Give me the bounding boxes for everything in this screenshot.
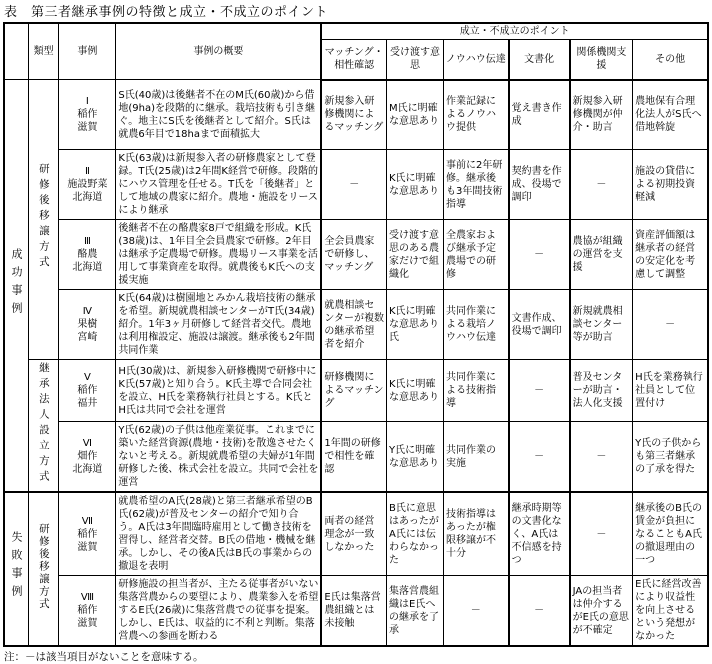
point-documentation: － [509,576,570,647]
point-intent: K氏に明確な意思あり氏 [387,290,444,360]
point-knowhow: 共同作業による栽培ノウハウ伝達 [443,290,508,360]
overview-cell: S氏(40歳)は後継者不在のM氏(60歳)から借地(9ha)を段階的に継承。栽培技術も引き継ぐ。地主にS氏を後継者として紹介。S氏は就農6年目で18haまで面積拡大 [116,80,322,150]
point-other: H氏を業務執行社員として位置付け [633,360,708,422]
point-documentation: 契約書を作成、役場で調印 [509,150,570,220]
point-matching: 全会員農家で研修し、マッチング [321,220,386,290]
overview-cell: Y氏(62歳)の子供は他産業従事。これまでに築いた経営資源(農地・技術)を散逸させたくないと考える。新規就農希望の夫婦が1年間研修した後、株式会社を設立。共同で会社を運営 [116,422,322,493]
point-other: E氏に経営改善により収益性を向上させるという発想がなかった [633,576,708,647]
col-header-knowhow: ノウハウ伝達 [443,40,508,80]
point-other: － [633,290,708,360]
point-knowhow: 共同作業による技術指導 [443,360,508,422]
point-documentation: 継承時期等の文書化なく、A氏は不信感を持つ [509,492,570,576]
point-documentation: 文書作成、役場で調印 [509,290,570,360]
point-matching: － [321,150,386,220]
col-header-agency-support: 関係機関支援 [570,40,633,80]
point-agency-support: － [570,422,633,493]
case-cell: Ⅵ 畑作 北海道 [59,422,116,493]
table-row-case6 [4,422,708,493]
point-knowhow: 技術指導はあったが権限移譲が不十分 [443,492,508,576]
case-cell: Ⅴ 稲作 福井 [59,360,116,422]
point-other: 継承後のB氏の賃金が負担になることもA氏の撤退理由の一つ [633,492,708,576]
point-intent: K氏に明確な意思あり [387,360,444,422]
point-matching: 新規参入研修機関によるマッチング [321,80,386,150]
point-intent: B氏に意思はあったがA氏には伝わらなかった [387,492,444,576]
col-header-other: その他 [633,40,708,80]
point-knowhow: 全農家および継承予定農場での研修 [443,220,508,290]
case-cell: Ⅶ 稲作 滋賀 [59,492,116,576]
table-row-case7 [4,492,708,576]
case-cell: Ⅲ 酪農 北海道 [59,220,116,290]
point-matching: E氏は集落営農組織とは未接触 [321,576,386,647]
type-label-training-then-transfer: 研修後移譲方式 [28,80,59,360]
page-title: 表 第三者継承事例の特徴と成立・不成立のポイント [4,5,329,20]
point-agency-support: 農協が組織の運営を支援 [570,220,633,290]
point-matching: 就農相談センターが複数の継承希望者を紹介 [321,290,386,360]
case-cell: Ⅱ 施設野菜 北海道 [59,150,116,220]
table-row-case5 [4,360,708,422]
overview-cell: 後継者不在の酪農家8戸で組織を形成。K氏(38歳)は、1年目全会員農家で研修。2年目は継承予定農場で研修。農場リース事業を活用して事業資産を取得。就農後もK氏への支援実施 [116,220,322,290]
point-intent: M氏に明確な意思あり [387,80,444,150]
point-knowhow: 共同作業の実施 [443,422,508,493]
overview-cell: 研修施設の担当者が、主たる従事者がいない集落営農からの要望により、農業参入を希望するE氏(26歳)に集落営農での従事を提案。しかし、E氏は、収益的に不利と判断。集落営農への参画を断わる [116,576,322,647]
col-header-matching: マッチング・相性確認 [321,40,386,80]
point-knowhow: 事前に2年研修。継承後も3年間技術指導 [443,150,508,220]
point-agency-support: 新規就農相談センター等が助言 [570,290,633,360]
point-matching: 研修機関によるマッチング [321,360,386,422]
case-cell: Ⅷ 稲作 滋賀 [59,576,116,647]
point-other: 農地保有合理化法人がS氏へ借地斡旋 [633,80,708,150]
overview-cell: K氏(63歳)は新規参入者の研修農家として登録。T氏(25歳)は2年間K経営で研修。段階的にハウス管理を任せる。T氏を「後継者」として地域の農家に紹介。農地・施設をリースにより継承 [116,150,322,220]
point-intent: 集落営農組織はE氏への継承を了承 [387,576,444,647]
point-agency-support: JAの担当者は仲介するがE氏の意思が不確定 [570,576,633,647]
point-intent: 受け渡す意思のある農家だけで組織化 [387,220,444,290]
group-label-success: 成功事例 [4,80,28,493]
overview-cell: K氏(64歳)は樹園地とみかん栽培技術の継承を希望。新規就農相談センターがT氏(34歳)紹介。1年3ヶ月研修して経営者交代。農地は利用権設定、施設は譲渡。継承後も2年間共同作業 [116,290,322,360]
col-header-overview: 事例の概要 [116,23,322,80]
point-other: Y氏の子供からも第三者継承の了承を得た [633,422,708,493]
header-row-group [4,23,708,40]
succession-cases-table [3,22,709,647]
point-intent: K氏に明確な意思あり [387,150,444,220]
col-header-documentation: 文書化 [509,40,570,80]
point-matching: 両者の経営理念が一致しなかった [321,492,386,576]
point-documentation: 覚え書き作成 [509,80,570,150]
point-documentation: － [509,422,570,493]
table-note: 注：－は該当項目がないことを意味する。 [4,651,204,663]
type-label-corporation: 継承法人設立方式 [28,360,59,493]
table-row-case4 [4,290,708,360]
type-label-training-then-transfer-failure: 研修後移譲方式 [28,492,59,646]
corner-cell [4,23,28,80]
table-row-case1 [4,80,708,150]
point-other: 資産評価額は継承者の経営の安定化を考慮して調整 [633,220,708,290]
point-knowhow: － [443,576,508,647]
point-documentation: － [509,360,570,422]
point-agency-support: 普及センターが助言・法人化支援 [570,360,633,422]
point-agency-support: － [570,150,633,220]
point-documentation: － [509,220,570,290]
point-intent: Y氏に明確な意思あり [387,422,444,493]
group-label-failure: 失敗事例 [4,492,28,646]
point-agency-support: － [570,492,633,576]
point-agency-support: 新規参入研修機関が仲介・助言 [570,80,633,150]
overview-cell: 就農希望のA氏(28歳)と第三者継承希望のB氏(62歳)が普及センターの紹介で知り合う。A氏は3年間臨時雇用として働き技術を習得し、経営者交替。B氏の借地・機械を継承。しかし、その後A氏はB氏の事業からの撤退を表明 [116,492,322,576]
case-cell: Ⅰ 稲作 滋賀 [59,80,116,150]
point-matching: 1年間の研修で相性を確認 [321,422,386,493]
point-knowhow: 作業記録によるノウハウ提供 [443,80,508,150]
col-header-points-group: 成立・不成立のポイント [321,23,708,40]
col-header-intent: 受け渡す意思 [387,40,444,80]
table-row-case2 [4,150,708,220]
overview-cell: H氏(30歳)は、新規参入研修機関で研修中にK氏(57歳)と知り合う。K氏主導で合同会社を設立、H氏を業務執行社員とする。K氏とH氏は共同で会社を運営 [116,360,322,422]
table-row-case8 [4,576,708,647]
case-cell: Ⅳ 果樹 宮崎 [59,290,116,360]
point-other: 施設の貸借による初期投資軽減 [633,150,708,220]
col-header-case: 事例 [59,23,116,80]
col-header-type: 類型 [28,23,59,80]
table-row-case3 [4,220,708,290]
